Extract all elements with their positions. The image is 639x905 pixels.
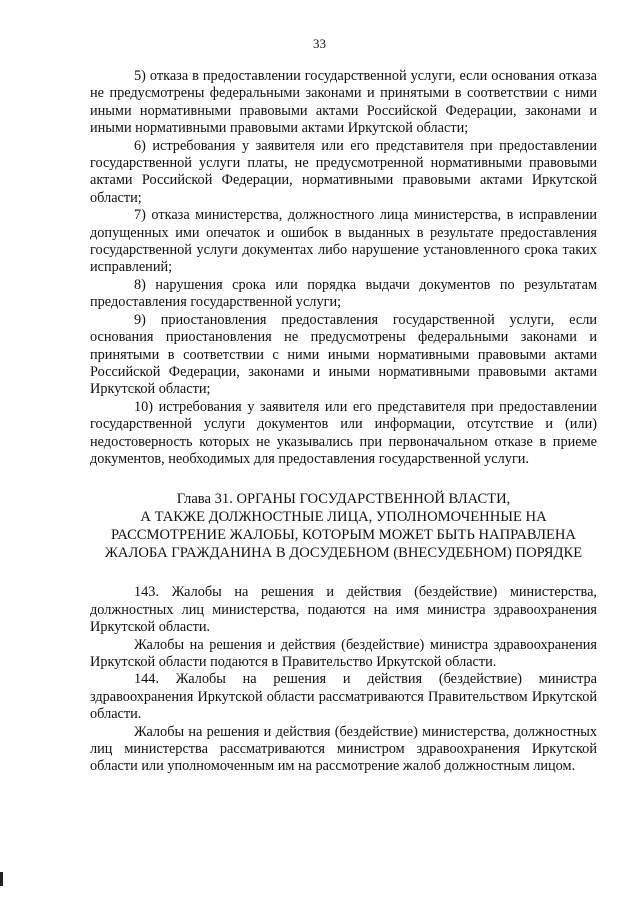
chapter-heading-line: РАССМОТРЕНИЕ ЖАЛОБЫ, КОТОРЫМ МОЖЕТ БЫТЬ НАПРАВЛЕНА: [111, 527, 576, 544]
list-item-5: 5) отказа в предоставлении государственной услуги, если основания отказа не предусмотрены федеральными законами и принятыми в соответствии с ними иными нормативными правовыми актами Российской Федерации, законами и иными нормативными правовыми актами Иркутской области;: [90, 68, 597, 137]
list-item-8: 8) нарушения срока или порядка выдачи документов по результатам предоставления государственной услуги;: [90, 276, 597, 311]
document-body: [90, 68, 597, 776]
paragraph-144: 144. Жалобы на решения и действия (бездействие) министра здравоохранения Иркутской области рассматриваются Правительством Иркутской области.: [90, 671, 597, 723]
list-item-9: 9) приостановления предоставления государственной услуги, если основания приостановления не предусмотрены федеральными законами и принятыми в соответствии с ними иными нормативными правовыми актами Российской Федерации, законами и иными нормативными правовыми актами Иркутской области;: [90, 311, 597, 398]
chapter-heading-line: ЖАЛОБА ГРАЖДАНИНА В ДОСУДЕБНОМ (ВНЕСУДЕБНОМ) ПОРЯДКЕ: [104, 545, 583, 562]
scan-edge-mark: [0, 872, 3, 886]
page-number: 33: [313, 36, 326, 51]
paragraph-143: 143. Жалобы на решения и действия (бездействие) министерства, должностных лиц министерства, подаются на имя министра здравоохранения Иркутской области.: [90, 584, 597, 636]
paragraph-143-continued: Жалобы на решения и действия (бездействие) министра здравоохранения Иркутской области подаются в Правительство Иркутской области.: [90, 636, 597, 670]
paragraph-144-continued: Жалобы на решения и действия (бездействие) министерства, должностных лиц министерства рассматриваются министром здравоохранения Иркутской области или уполномоченным им на рассмотрение жалоб должностным лицом.: [90, 723, 597, 775]
list-item-7: 7) отказа министерства, должностного лица министерства, в исправлении допущенных ими опечаток и ошибок в выданных в результате предоставления государственной услуги документах либо нарушение установленного срока таких исправлений;: [90, 207, 597, 276]
chapter-heading-line: А ТАКЖЕ ДОЛЖНОСТНЫЕ ЛИЦА, УПОЛНОМОЧЕННЫЕ НА: [140, 509, 547, 526]
chapter-heading: [90, 490, 597, 562]
chapter-heading-line: Глава 31. ОРГАНЫ ГОСУДАРСТВЕННОЙ ВЛАСТИ,: [176, 491, 511, 508]
list-item-6: 6) истребования у заявителя или его представителя при предоставлении государственной услуги платы, не предусмотренной нормативными правовыми актами Российской Федерации, нормативными правовыми актами Иркутской области;: [90, 137, 597, 206]
list-item-10: 10) истребования у заявителя или его представителя при предоставлении государственной услуги документов или информации, отсутствие и (или) недостоверность которых не указывались при первоначальном отказе в приеме документов, необходимых для предоставления государственной услуги.: [90, 398, 597, 467]
